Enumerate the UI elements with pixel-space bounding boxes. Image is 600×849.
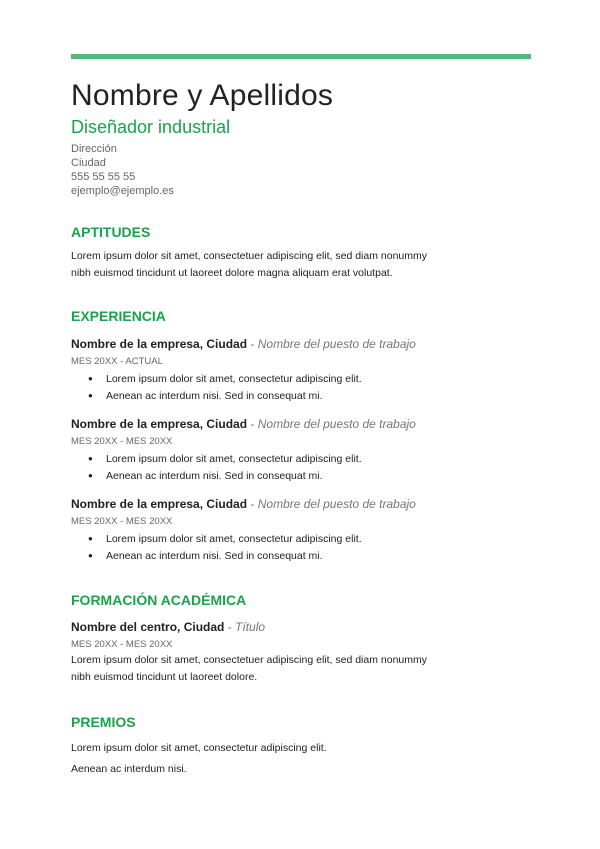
school-name: Nombre del centro, Ciudad [71, 620, 225, 634]
section-title-awards: PREMIOS [71, 714, 136, 730]
job-title: Diseñador industrial [71, 117, 231, 137]
awards-line: Aenean ac interdum nisi. [71, 763, 187, 775]
education-line: Lorem ipsum dolor sit amet, consectetuer adipiscing elit, sed diam nonummy [71, 654, 427, 666]
job-entry [71, 336, 531, 404]
job-dates: MES 20XX - ACTUAL [71, 356, 163, 367]
education-text [71, 652, 531, 686]
job-header [71, 416, 531, 432]
list-item: ● Lorem ipsum dolor sit amet, consectetur adipiscing elit. [71, 531, 531, 548]
skills-line: nibh euismod tincidunt ut laoreet dolore magna aliquam erat volutpat. [71, 267, 393, 279]
awards-line: Lorem ipsum dolor sit amet, consectetur adipiscing elit. [71, 742, 327, 754]
education-header [71, 619, 531, 635]
list-item: ● Lorem ipsum dolor sit amet, consectetur adipiscing elit. [71, 451, 531, 468]
separator: - [247, 337, 258, 351]
awards-section [71, 713, 531, 778]
company-name: Nombre de la empresa, Ciudad [71, 337, 248, 351]
education-section [71, 591, 531, 686]
position-title: Nombre del puesto de trabajo [257, 417, 416, 431]
skills-section [71, 223, 531, 282]
separator: - [247, 417, 258, 431]
job-entry [71, 496, 531, 564]
section-title-education: FORMACIÓN ACADÉMICA [71, 592, 247, 608]
job-dates: MES 20XX - MES 20XX [71, 436, 173, 447]
list-item: ● Aenean ac interdum nisi. Sed in consequat mi. [71, 388, 531, 405]
top-accent-bar [71, 54, 531, 59]
contact-block [71, 142, 531, 198]
resume-page [71, 78, 531, 778]
skills-line: Lorem ipsum dolor sit amet, consectetuer adipiscing elit, sed diam nonummy [71, 250, 427, 262]
list-item: ● Aenean ac interdum nisi. Sed in consequat mi. [71, 548, 531, 565]
list-item: ● Lorem ipsum dolor sit amet, consectetur adipiscing elit. [71, 371, 531, 388]
contact-city: Ciudad [71, 157, 106, 169]
job-header [71, 496, 531, 512]
experience-section [71, 307, 531, 564]
job-bullets [71, 531, 531, 564]
job-bullets [71, 371, 531, 404]
degree-title: Título [235, 620, 266, 634]
person-name: Nombre y Apellidos [71, 79, 334, 112]
section-title-skills: APTITUDES [71, 224, 151, 240]
list-item: ● Aenean ac interdum nisi. Sed in consequat mi. [71, 468, 531, 485]
contact-phone: 555 55 55 55 [71, 171, 136, 183]
skills-text [71, 248, 531, 282]
section-title-experience: EXPERIENCIA [71, 308, 166, 324]
position-title: Nombre del puesto de trabajo [257, 497, 416, 511]
contact-email: ejemplo@ejemplo.es [71, 185, 174, 197]
job-dates: MES 20XX - MES 20XX [71, 516, 173, 527]
contact-address: Dirección [71, 143, 117, 155]
position-title: Nombre del puesto de trabajo [257, 337, 416, 351]
job-header [71, 336, 531, 352]
job-bullets [71, 451, 531, 484]
company-name: Nombre de la empresa, Ciudad [71, 417, 248, 431]
separator: - [224, 620, 236, 634]
education-line: nibh euismod tincidunt ut laoreet dolore. [71, 671, 258, 683]
job-entry [71, 416, 531, 484]
education-dates: MES 20XX - MES 20XX [71, 639, 173, 650]
company-name: Nombre de la empresa, Ciudad [71, 497, 248, 511]
separator: - [247, 497, 258, 511]
